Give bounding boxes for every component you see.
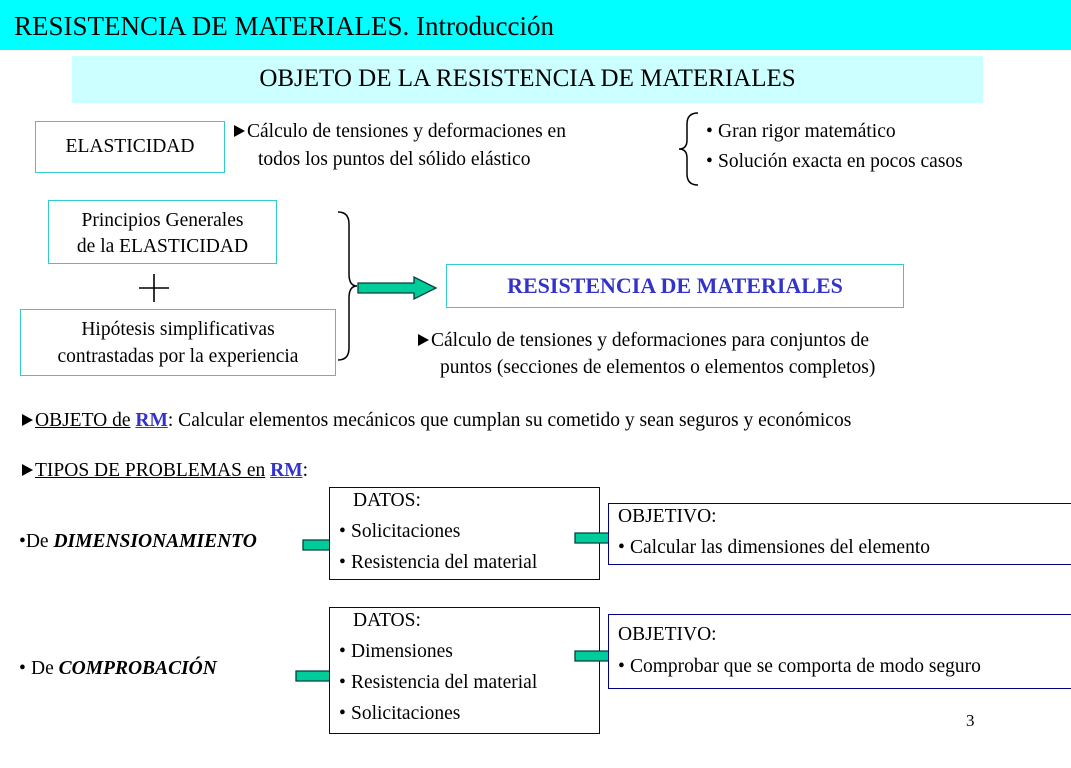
tipos-abbr: RM (270, 460, 303, 481)
objeto-line (22, 409, 851, 432)
hipotesis-line1: Hipótesis simplificativas (81, 319, 275, 340)
rm-description (418, 329, 875, 379)
objeto-text: : Calcular elementos mecánicos que cumplan su cometido y sean seguros y económicos (167, 410, 852, 431)
arrow-right-icon (356, 274, 440, 302)
rm-desc-line2: puntos (secciones de elementos o elementos completos) (440, 357, 876, 378)
tipos-line (22, 459, 308, 482)
dimensionamiento-label: •De DIMENSIONAMIENTO (19, 531, 257, 552)
arrowhead-bullet-icon (22, 414, 33, 426)
elasticidad-label: ELASTICIDAD (65, 136, 195, 157)
datos-title: DATOS: (353, 490, 421, 511)
datos-box (329, 607, 600, 734)
section-title: OBJETO DE LA RESISTENCIA DE MATERIALES (259, 65, 796, 92)
list-item: • Resistencia del material (339, 672, 538, 693)
objetivo-box (608, 614, 1071, 689)
arrowhead-bullet-icon (418, 334, 429, 346)
arrowhead-bullet-icon (234, 125, 245, 137)
principios-line2: de la ELASTICIDAD (76, 236, 249, 257)
plus-icon (137, 272, 171, 304)
list-item: • Solicitaciones (339, 521, 461, 542)
list-item: • Gran rigor matemático (706, 121, 896, 142)
list-item: • Resistencia del material (339, 552, 538, 573)
page-number: 3 (966, 711, 975, 730)
datos-box (329, 487, 600, 580)
hipotesis-box (20, 309, 336, 376)
principios-line1: Principios Generales (81, 210, 244, 231)
objetivo-title: OBJETIVO: (618, 624, 717, 645)
list-item: • Dimensiones (339, 641, 453, 662)
objeto-prefix: OBJETO de (35, 410, 131, 431)
list-item: • Comprobar que se comporta de modo seguro (618, 656, 981, 677)
rm-desc-line1: Cálculo de tensiones y deformaciones para conjuntos de (431, 330, 870, 351)
tipos-prefix: TIPOS DE PROBLEMAS en (35, 460, 266, 481)
rm-box (446, 264, 904, 308)
arrowhead-bullet-icon (22, 464, 33, 476)
list-item: • Solución exacta en pocos casos (706, 151, 963, 172)
elasticidad-description (234, 120, 566, 171)
page-title: RESISTENCIA DE MATERIALES. Introducción (14, 11, 554, 41)
list-item: • Calcular las dimensiones del elemento (618, 537, 930, 558)
list-item: • Solicitaciones (339, 703, 461, 724)
principios-box (48, 200, 277, 264)
rm-label: RESISTENCIA DE MATERIALES (507, 273, 843, 298)
datos-title: DATOS: (353, 610, 421, 631)
objeto-abbr: RM (135, 410, 168, 431)
comprobacion-label: • De COMPROBACIÓN (19, 658, 217, 679)
elasticidad-box (35, 121, 225, 173)
left-brace-icon (676, 110, 702, 188)
objetivo-title: OBJETIVO: (618, 506, 717, 527)
elasticidad-bullets (706, 120, 963, 173)
hipotesis-line2: contrastadas por la experiencia (57, 346, 299, 367)
subtitle-bar (72, 56, 983, 103)
elasticidad-desc-line2: todos los puntos del sólido elástico (258, 149, 531, 170)
elasticidad-desc-line1: Cálculo de tensiones y deformaciones en (247, 121, 566, 142)
objetivo-box (608, 503, 1071, 565)
tipos-suffix: : (302, 460, 309, 481)
